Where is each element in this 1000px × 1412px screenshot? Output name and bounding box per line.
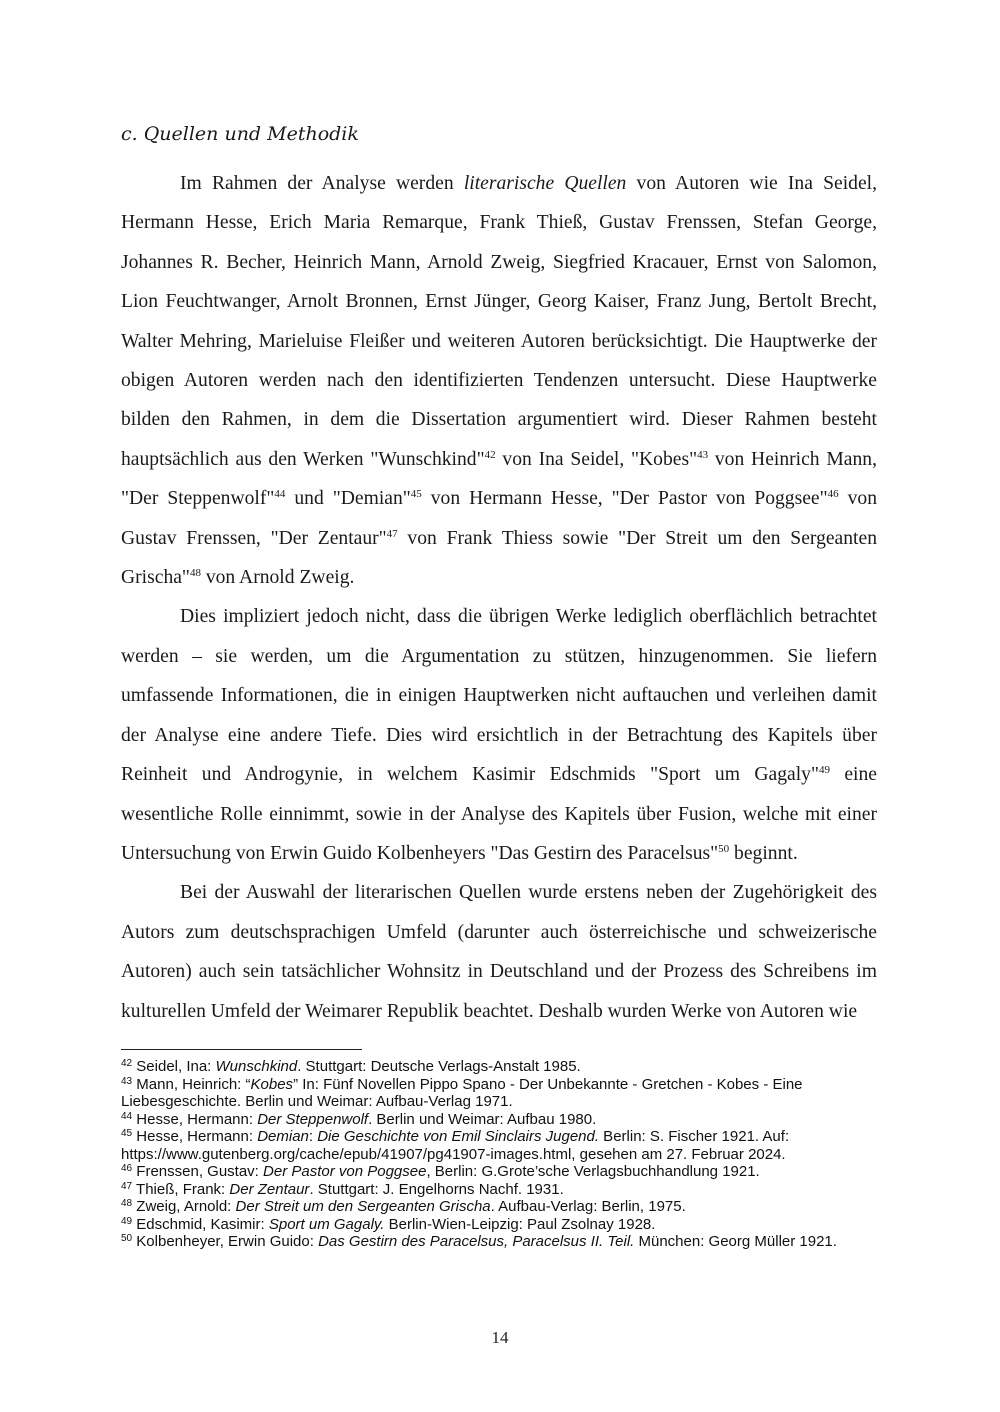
text-run: und "Demian" (285, 488, 411, 510)
text-run: München: Georg Müller 1921. (634, 1233, 837, 1250)
text-run: Berlin: S. Fischer 1921. Auf: https://www.gutenberg.org/cache/epub/41907/pg41907-images.html, gesehen am 27. Februar 2024. (121, 1128, 790, 1163)
italic-text: Der Zentaur (229, 1180, 310, 1198)
text-run: von Hermann Hesse, "Der Pastor von Poggsee" (421, 488, 828, 510)
text-run: Kolbenheyer, Erwin Guido: (136, 1233, 319, 1250)
page-number: 14 (491, 1328, 509, 1347)
footnote (121, 1128, 881, 1163)
footnote-number: 50 (121, 1233, 133, 1244)
italic-text: literarische Quellen (463, 173, 627, 194)
text-run: Zweig, Arnold: (136, 1198, 236, 1215)
italic-text: Wunschkind (215, 1058, 298, 1075)
text-run: von Arnold Zweig. (200, 567, 355, 589)
footnote-number: 48 (121, 1198, 133, 1209)
text-run: . Aufbau-Verlag: Berlin, 1975. (490, 1198, 686, 1215)
text-run: Dies impliziert jedoch nicht, dass die übrigen Werke lediglich oberflächlich betrachtet werden – sie werden, um die Argumentation zu stützen, hinzugenommen. Sie liefern umfassende Informationen, die in einigen Hauptwerken nicht auftauchen und verleihen damit der Analyse eine andere Tiefe. Dies wird ersichtlich in der Betrachtung des Kapitels über Reinheit und Androgynie, in welchem Kasimir Edschmids "Sport um Gagaly" (121, 606, 877, 786)
text-run: von Heinrich Mann, "Der Steppenwolf" (121, 448, 877, 510)
text-run: . Stuttgart: J. Engelhorns Nachf. 1931. (309, 1180, 564, 1198)
footnote (121, 1058, 881, 1076)
text-run: von Autoren wie Ina Seidel, Hermann Hesse, Erich Maria Remarque, Frank Thieß, Gustav Frenssen, Stefan George, Johannes R. Becher, Heinrich Mann, Arnold Zweig, Siegfried Kracauer, Ernst von Salomon, Lion Feuchtwanger, Arnolt Bronnen, Ernst Jünger, Georg Kaiser, Franz Jung, Bertolt Brecht, Walter Mehring, Marieluise Fleißer und weiteren Autoren berücksichtigt. Die Hauptwerke der obigen Autoren werden nach den identifizierten Tendenzen untersucht. Diese Hauptwerke bilden den Rahmen, in dem die Dissertation argumentiert wird. Dieser Rahmen besteht hauptsächlich aus den Werken "Wunschkind" (121, 173, 877, 470)
footnotes (121, 1058, 881, 1251)
text-run: , Berlin: G.Grote’sche Verlagsbuchhandlung 1921. (426, 1163, 760, 1180)
footnote-number: 44 (121, 1110, 133, 1122)
text-run: : (308, 1128, 318, 1145)
footnote-reference: 48 (189, 567, 201, 580)
footnote-reference: 46 (827, 488, 839, 501)
footnote (121, 1198, 881, 1216)
text-run: von Frank Thiess sowie "Der Streit um den Sergeanten Grischa" (121, 527, 877, 589)
paragraph (121, 164, 877, 597)
footnote (121, 1216, 881, 1234)
footnote-reference: 45 (410, 488, 422, 501)
text-run: Edschmid, Kasimir: (136, 1215, 269, 1233)
section-heading: c. Quellen und Methodik (121, 123, 359, 145)
italic-text: Die Geschichte von Emil Sinclairs Jugend. (317, 1128, 600, 1145)
footnote-number: 42 (121, 1058, 133, 1069)
paragraph (121, 873, 877, 1031)
italic-text: Der Streit um den Sergeanten Grischa (235, 1198, 491, 1215)
footnote-reference: 47 (386, 527, 398, 540)
footnote-number: 45 (121, 1128, 133, 1139)
text-run: Im Rahmen der Analyse werden (180, 173, 464, 194)
text-run: . Berlin und Weimar: Aufbau 1980. (368, 1110, 597, 1128)
footnote (121, 1233, 881, 1251)
text-run: von Gustav Frenssen, "Der Zentaur" (121, 488, 878, 549)
text-run: Mann, Heinrich: “ (136, 1075, 251, 1093)
text-run: von Ina Seidel, "Kobes" (495, 448, 698, 470)
text-run: Seidel, Ina: (136, 1058, 216, 1075)
italic-text: Demian (257, 1128, 309, 1145)
text-run: Thieß, Frank: (136, 1180, 230, 1198)
text-run: . Stuttgart: Deutsche Verlags-Anstalt 1985. (297, 1058, 581, 1075)
footnote-number: 49 (121, 1215, 133, 1227)
paragraph (121, 597, 877, 873)
italic-text: Der Steppenwolf (257, 1110, 369, 1128)
text-run: Hesse, Hermann: (136, 1128, 258, 1145)
footnote-reference: 43 (697, 448, 709, 461)
footnote (121, 1076, 881, 1111)
italic-text: Sport um Gagaly. (268, 1215, 385, 1233)
italic-text: Das Gestirn des Paracelsus, Paracelsus II. Teil. (318, 1233, 635, 1250)
footnote-reference: 50 (718, 842, 730, 855)
footnote-number: 46 (121, 1163, 133, 1174)
italic-text: Der Pastor von Poggsee (263, 1163, 427, 1180)
text-run: Berlin-Wien-Leipzig: Paul Zsolnay 1928. (384, 1215, 656, 1233)
footnote-reference: 42 (484, 448, 496, 461)
body-text (121, 164, 877, 1031)
text-run: Frenssen, Gustav: (136, 1163, 264, 1180)
footnote (121, 1181, 881, 1199)
text-run: Hesse, Hermann: (136, 1110, 258, 1128)
footnote (121, 1111, 881, 1129)
text-run: Bei der Auswahl der literarischen Quellen wurde erstens neben der Zugehörigkeit des Autors zum deutschsprachigen Umfeld (darunter auch österreichische und schweizerische Autoren) auch sein tatsächlicher Wohnsitz in Deutschland und der Prozess des Schreibens im kulturellen Umfeld der Weimarer Republik beachtet. Deshalb wurden Werke von Autoren wie (121, 882, 877, 1022)
text-run: eine wesentliche Rolle einnimmt, sowie in der Analyse des Kapitels über Fusion, welche mit einer Untersuchung von Erwin Guido Kolbenheyers "Das Gestirn des Paracelsus" (121, 764, 877, 864)
footnote-number: 43 (121, 1075, 133, 1087)
footnote-number: 47 (121, 1180, 133, 1192)
italic-text: Kobes (250, 1075, 294, 1093)
text-run: beginnt. (729, 842, 798, 864)
footnote-reference: 49 (818, 764, 830, 777)
footnote-reference: 44 (274, 488, 286, 501)
text-run: ” In: Fünf Novellen Pippo Spano - Der Unbekannte - Gretchen - Kobes - Eine Liebesgeschichte. Berlin und Weimar: Aufbau-Verlag 1971. (121, 1075, 803, 1110)
footnote (121, 1163, 881, 1181)
footnote-separator (121, 1049, 362, 1050)
